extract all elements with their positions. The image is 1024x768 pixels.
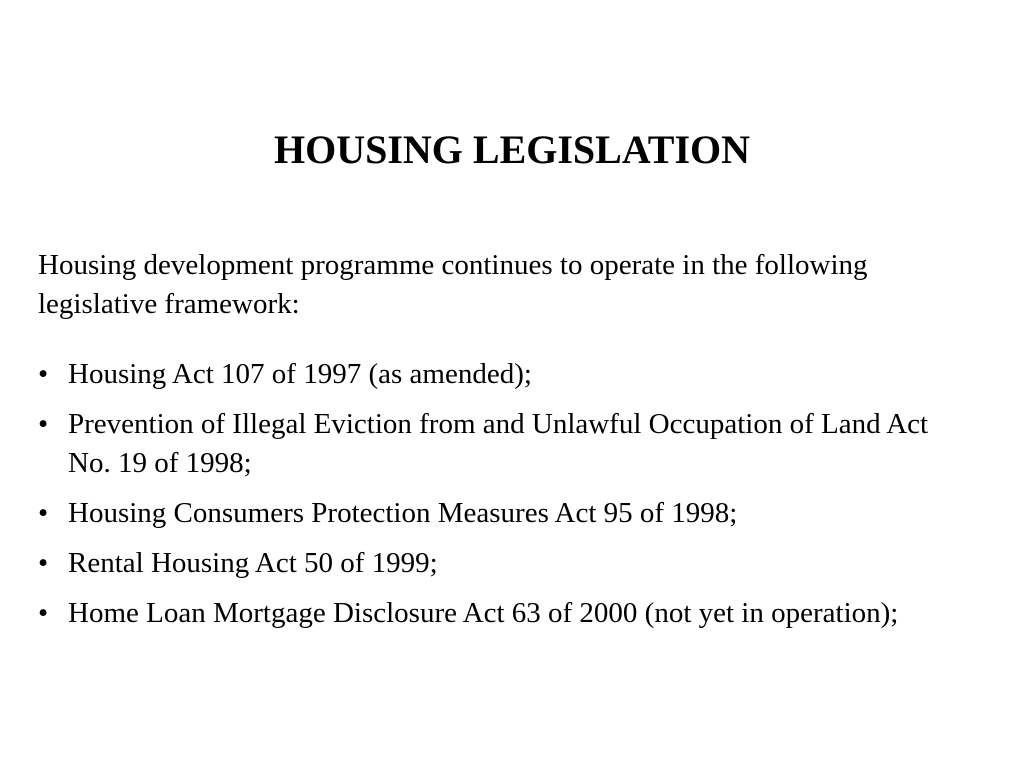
list-item: [38, 355, 978, 394]
list-item: [38, 405, 978, 483]
list-item-text: Rental Housing Act 50 of 1999;: [68, 547, 438, 579]
list-item: [38, 594, 978, 633]
bullet-glyph: •: [38, 408, 49, 440]
legislation-list: [38, 355, 978, 644]
bullet-glyph: •: [38, 547, 49, 579]
list-item-text: Prevention of Illegal Eviction from and Unlawful Occupation of Land Act No. 19 of 1998;: [68, 408, 929, 479]
list-item-text: Home Loan Mortgage Disclosure Act 63 of 2000 (not yet in operation);: [68, 597, 899, 629]
bullet-glyph: •: [38, 497, 49, 529]
intro-paragraph: Housing development programme continues to operate in the following legislative framework:: [38, 249, 868, 320]
list-item-text: Housing Consumers Protection Measures Act 95 of 1998;: [68, 497, 738, 529]
list-item: [38, 544, 978, 583]
slide-title: HOUSING LEGISLATION: [273, 127, 751, 172]
bullet-glyph: •: [38, 597, 49, 629]
list-item: [38, 494, 978, 533]
bullet-glyph: •: [38, 358, 49, 390]
list-item-text: Housing Act 107 of 1997 (as amended);: [68, 358, 532, 390]
